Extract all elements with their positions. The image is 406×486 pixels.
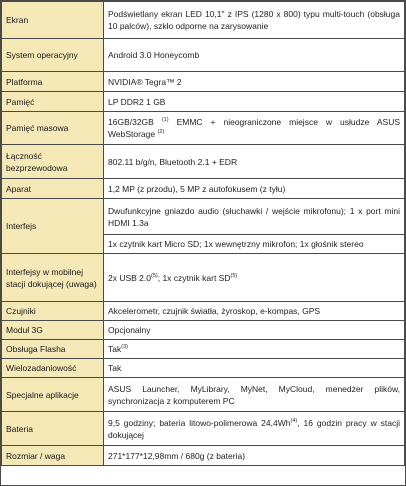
table-row [2, 92, 405, 112]
row-value: 1x czytnik kart Micro SD; 1x wewnętrzny mikrofon; 1x głośnik stereo [104, 235, 405, 254]
row-value: LP DDR2 1 GB [104, 92, 405, 112]
value-text: 9,5 godziny; bateria litowo-polimerowa 24,4Wh [108, 417, 291, 428]
table-row [2, 412, 405, 446]
footnote-marker: (5) [230, 272, 238, 279]
row-label: Pamięć masowa [2, 112, 104, 145]
value-text: 16GB/32GB [108, 117, 154, 127]
table-row [2, 254, 405, 302]
row-value [104, 340, 405, 359]
row-label: Interfejsy w mobilnej stacji dokującej (uwaga) [2, 254, 104, 302]
footnote-marker: (1) [161, 117, 169, 124]
row-label: Bateria [2, 412, 104, 446]
spec-table [1, 1, 405, 466]
row-label: Wielozadaniowość [2, 359, 104, 378]
table-row [2, 302, 405, 321]
row-value: Tak [104, 359, 405, 378]
row-label: Platforma [2, 72, 104, 92]
row-value: Opcjonalny [104, 321, 405, 340]
footnote-marker: (4) [290, 417, 298, 424]
table-row [2, 179, 405, 199]
table-row [2, 321, 405, 340]
row-value: ASUS Launcher, MyLibrary, MyNet, MyCloud, menedżer plików, synchronizacja z komputerem PC [104, 378, 405, 412]
table-row [2, 378, 405, 412]
row-label: Interfejs [2, 199, 104, 254]
row-value: Dwufunkcyjne gniazdo audio (słuchawki / wejście mikrofonu); 1 x port mini HDMI 1.3a [104, 199, 405, 235]
row-value [104, 412, 405, 446]
table-row [2, 39, 405, 72]
row-label: Obsługa Flasha [2, 340, 104, 359]
value-text: , 16 godzin pracy w stacji dokującej [108, 417, 400, 440]
table-row [2, 2, 405, 39]
table-row [2, 145, 405, 179]
row-label: Rozmiar / waga [2, 446, 104, 466]
row-value: 802.11 b/g/n, Bluetooth 2.1 + EDR [104, 145, 405, 179]
row-value: 1,2 MP (z przodu), 5 MP z autofokusem (z tyłu) [104, 179, 405, 199]
row-value [104, 254, 405, 302]
row-label: Specjalne aplikacje [2, 378, 104, 412]
row-label: Moduł 3G [2, 321, 104, 340]
row-value: 271*177*12,98mm / 680g (z bateria) [104, 446, 405, 466]
table-row [2, 199, 405, 235]
row-value: Podświetlany ekran LED 10,1" z IPS (1280 x 800) typu multi-touch (obsługa 10 palców), szkło odporne na zarysowanie [104, 2, 405, 39]
value-text: Tak [108, 344, 122, 354]
row-value: Android 3.0 Honeycomb [104, 39, 405, 72]
row-label: Czujniki [2, 302, 104, 321]
value-text: 2x USB 2.0 [108, 272, 151, 283]
row-label: System operacyjny [2, 39, 104, 72]
table-row [2, 72, 405, 92]
table-row [2, 446, 405, 466]
row-label: Ekran [2, 2, 104, 39]
footnote-marker: (3) [121, 344, 128, 351]
footnote-marker: (5) [151, 272, 158, 279]
footnote-marker: (2) [157, 129, 165, 136]
row-value [104, 112, 405, 145]
row-label: Łączność bezprzewodowa [2, 145, 104, 179]
row-label: Pamięć [2, 92, 104, 112]
table-row [2, 112, 405, 145]
table-row [2, 340, 405, 359]
row-label: Aparat [2, 179, 104, 199]
row-value: NVIDIA® Tegra™ 2 [104, 72, 405, 92]
value-text: ; 1x czytnik kart SD [157, 272, 231, 283]
table-row [2, 359, 405, 378]
value-text: EMMC + nieograniczone miejsce w usłudze ASUS WebStorage [108, 117, 400, 139]
row-value: Akcelerometr, czujnik światła, żyroskop, e-kompas, GPS [104, 302, 405, 321]
